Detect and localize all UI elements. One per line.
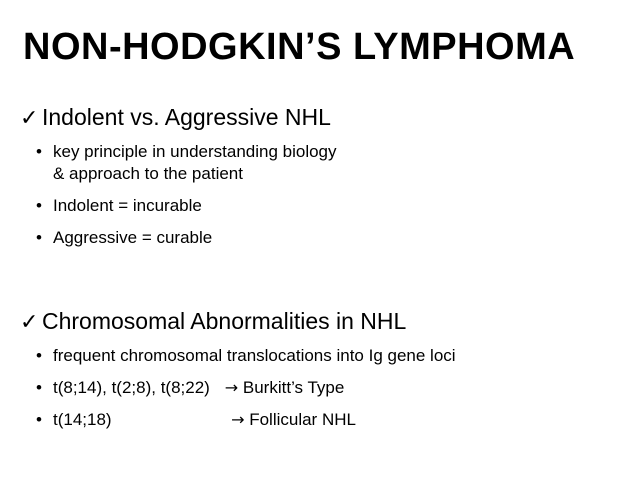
list-item — [20, 409, 456, 431]
translocation-list: t(8;14), t(2;8), t(8;22) — [53, 378, 210, 397]
bullet-text: frequent chromosomal translocations into Ig gene loci — [53, 346, 456, 365]
list-item — [20, 345, 456, 367]
list-item — [20, 377, 456, 399]
check-mark-icon: ✓ — [20, 310, 39, 335]
translocation-list: t(14;18) — [53, 410, 112, 429]
section-heading-text: Chromosomal Abnormalities in NHL — [42, 308, 407, 334]
list-item — [20, 141, 337, 185]
section-heading — [20, 308, 456, 335]
right-arrow-icon: → — [214, 378, 239, 397]
bullet-text-continued: & approach to the patient — [53, 164, 243, 183]
bullet-dot-icon: • — [36, 142, 42, 161]
slide-title: NON-HODGKIN’S LYMPHOMA — [23, 26, 576, 68]
translocation-result: Follicular NHL — [249, 410, 356, 429]
bullet-text: Aggressive = curable — [53, 228, 213, 247]
bullet-text: Indolent = incurable — [53, 196, 202, 215]
bullet-text: key principle in understanding biology — [53, 142, 337, 161]
check-mark-icon: ✓ — [20, 106, 39, 131]
translocation-result: Burkitt’s Type — [242, 378, 345, 397]
list-item — [20, 195, 337, 217]
section-indolent-vs-aggressive — [20, 104, 337, 249]
bullet-dot-icon: • — [36, 410, 42, 429]
bullet-dot-icon: • — [36, 346, 42, 365]
bullet-dot-icon: • — [36, 196, 42, 215]
bullet-dot-icon: • — [36, 228, 42, 247]
bullet-dot-icon: • — [36, 378, 42, 397]
list-item — [20, 227, 337, 249]
bullet-list — [20, 345, 456, 431]
bullet-list — [20, 141, 337, 249]
section-heading — [20, 104, 337, 131]
section-heading-text: Indolent vs. Aggressive NHL — [42, 104, 331, 130]
section-chromosomal-abnormalities — [20, 308, 456, 431]
right-arrow-icon: → — [231, 410, 245, 429]
